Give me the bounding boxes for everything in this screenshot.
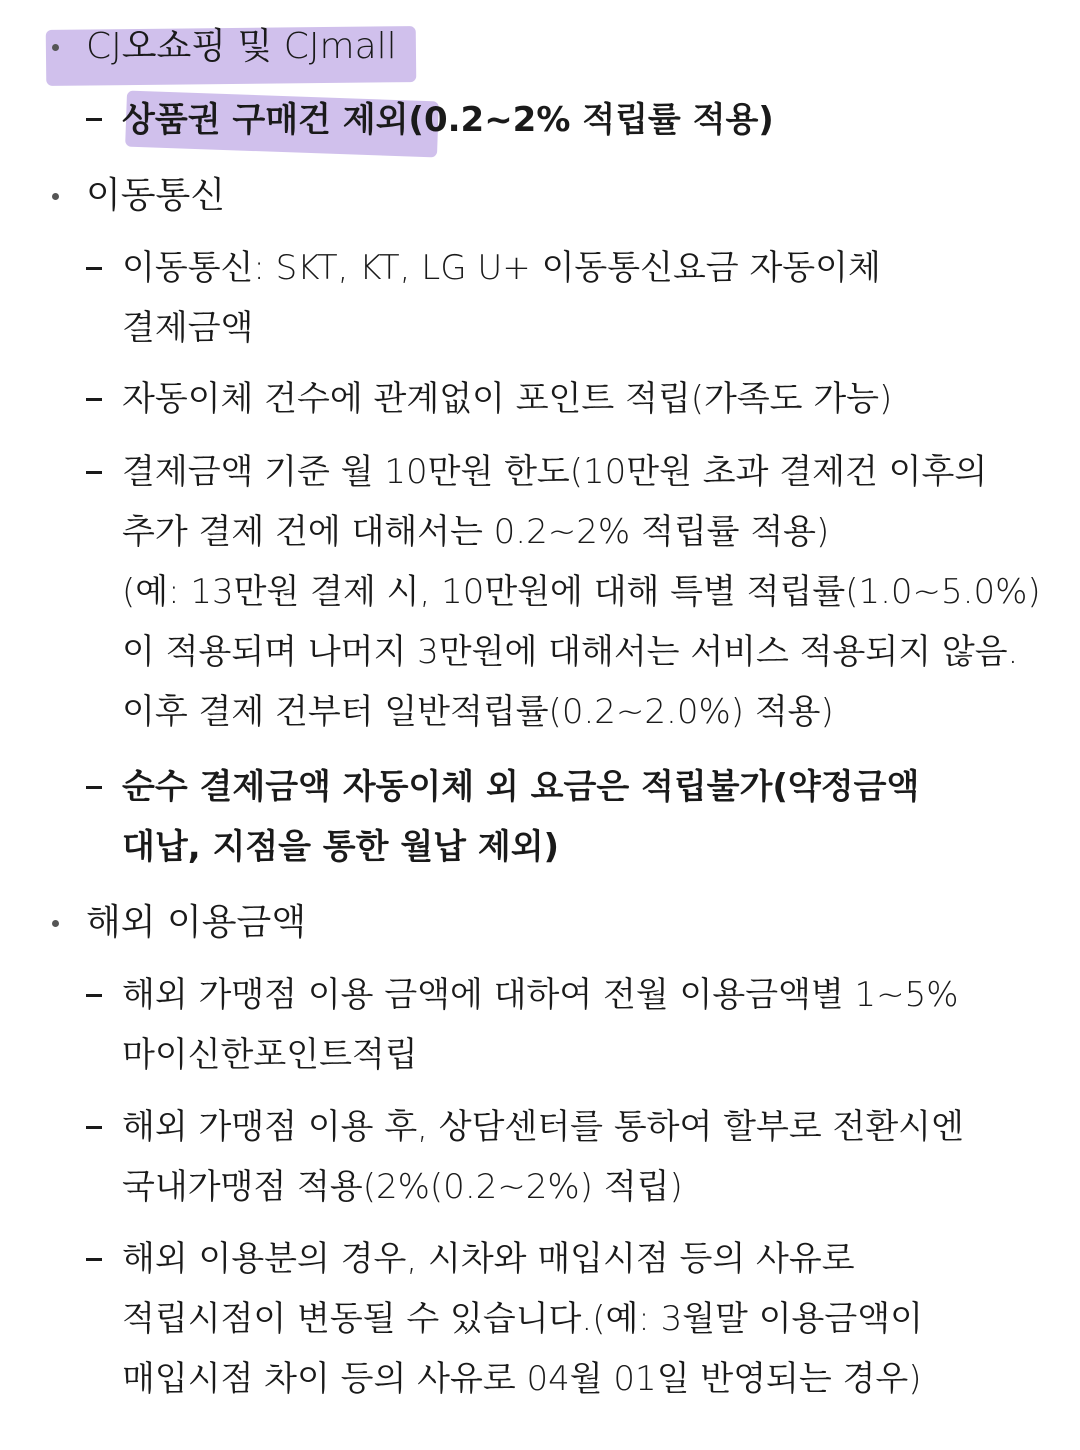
section-title: CJ오쇼핑 및 CJmall <box>86 26 397 67</box>
dash-icon <box>86 786 102 789</box>
bullet-icon <box>50 191 62 203</box>
list-item: 자동이체 건수에 관계없이 포인트 적립(가족도 가능) <box>122 379 893 419</box>
dash-icon <box>86 118 102 121</box>
section-title: 해외 이용금액 <box>86 902 307 943</box>
list-item: 순수 결제금액 자동이체 외 요금은 적립불가(약정금액 대납, 지점을 통한 월납 제외) <box>122 767 920 867</box>
dash-icon <box>86 471 102 474</box>
list-item: 이동통신: SKT, KT, LG U+ 이동통신요금 자동이체 결제금액 <box>122 248 881 348</box>
dash-icon <box>86 1258 102 1261</box>
dash-icon <box>86 1126 102 1129</box>
bullet-icon <box>50 918 62 930</box>
list-item: 상품권 구매건 제외(0.2~2% 적립률 적용) <box>122 100 774 140</box>
dash-icon <box>86 398 102 401</box>
dash-icon <box>86 267 102 270</box>
section-title: 이동통신 <box>86 175 226 216</box>
list-item: 결제금액 기준 월 10만원 한도(10만원 초과 결제건 이후의 추가 결제 건에 대해서는 0.2~2% 적립률 적용) (예: 13만원 결제 시, 10만원에 대해 특별 적립률(1.0~5.0%) 이 적용되며 나머지 3만원에 대해서는 서비스 적용되지 않음. 이후 결제 건부터 일반적립률(0.2~2.0%) 적용) <box>122 452 1041 732</box>
dash-icon <box>86 994 102 997</box>
list-item: 해외 가맹점 이용 금액에 대하여 전월 이용금액별 1~5% 마이신한포인트적립 <box>122 975 959 1075</box>
bullet-icon <box>50 42 62 54</box>
list-item: 해외 이용분의 경우, 시차와 매입시점 등의 사유로 적립시점이 변동될 수 있습니다.(예: 3월말 이용금액이 매입시점 차이 등의 사유로 04월 01일 반영되는 경우) <box>122 1239 923 1399</box>
list-item: 해외 가맹점 이용 후, 상담센터를 통하여 할부로 전환시엔 국내가맹점 적용(2%(0.2~2%) 적립) <box>122 1107 964 1207</box>
